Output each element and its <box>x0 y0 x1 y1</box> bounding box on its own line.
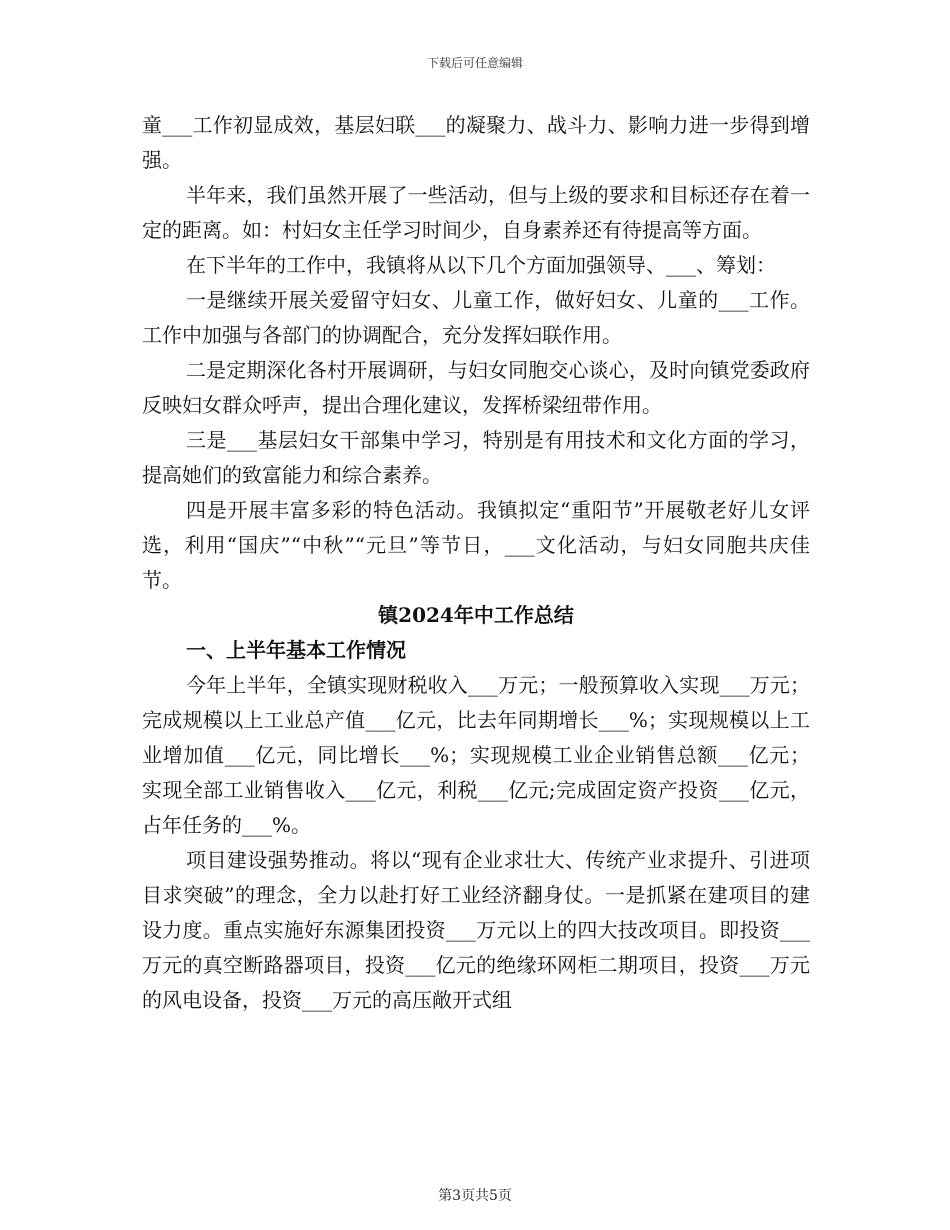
paragraph: 二是定期深化各村开展调研，与妇女同胞交心谈心，及时向镇党委政府反映妇女群众呼声，提出合理化建议，发挥桥梁纽带作用。 <box>142 358 810 417</box>
document-body <box>142 108 810 1018</box>
paragraph: 在下半年的工作中，我镇将从以下几个方面加强领导、___、筹划： <box>186 253 776 277</box>
section-heading: 一、上半年基本工作情况 <box>186 638 406 662</box>
page-footer: 第3页共5页 <box>438 1188 512 1204</box>
paragraph: 今年上半年，全镇实现财税收入___万元；一般预算收入实现___万元；完成规模以上工业总产值___亿元，比去年同期增长___%；实现规模以上工业增加值___亿元，同比增长___%；实现规模工业企业销售总额___亿元；实现全部工业销售收入___亿元，利税___亿元;完成固定资产投资___亿元，占年任务的___%。 <box>142 673 810 837</box>
paragraph: 一是继续开展关爱留守妇女、儿童工作，做好妇女、儿童的___工作。工作中加强与各部门的协调配合，充分发挥妇联作用。 <box>142 288 810 347</box>
paragraphs-before <box>142 108 810 598</box>
paragraph: 半年来，我们虽然开展了一些活动，但与上级的要求和目标还存在着一定的距离。如：村妇女主任学习时间少，自身素养还有待提高等方面。 <box>142 183 810 242</box>
paragraph: 四是开展丰富多彩的特色活动。我镇拟定“重阳节”开展敬老好儿女评选，利用“国庆”“中秋”“元旦”等节日，___文化活动，与妇女同胞共庆佳节。 <box>142 498 810 592</box>
paragraph: 三是___基层妇女干部集中学习，特别是有用技术和文化方面的学习，提高她们的致富能力和综合素养。 <box>142 428 810 487</box>
page-header: 下载后可任意编辑 <box>426 56 523 70</box>
paragraph: 童___工作初显成效，基层妇联___的凝聚力、战斗力、影响力进一步得到增强。 <box>142 113 810 172</box>
paragraphs-after <box>142 668 810 1018</box>
paragraph: 项目建设强势推动。将以“现有企业求壮大、传统产业求提升、引进项目求突破”的理念，全力以赴打好工业经济翻身仗。一是抓紧在建项目的建设力度。重点实施好东源集团投资___万元以上的四大技改项目。即投资___万元的真空断路器项目，投资___亿元的绝缘环网柜二期项目，投资___万元的风电设备，投资___万元的高压敞开式组 <box>142 848 810 1012</box>
document-title: 镇2024年中工作总结 <box>378 603 574 627</box>
